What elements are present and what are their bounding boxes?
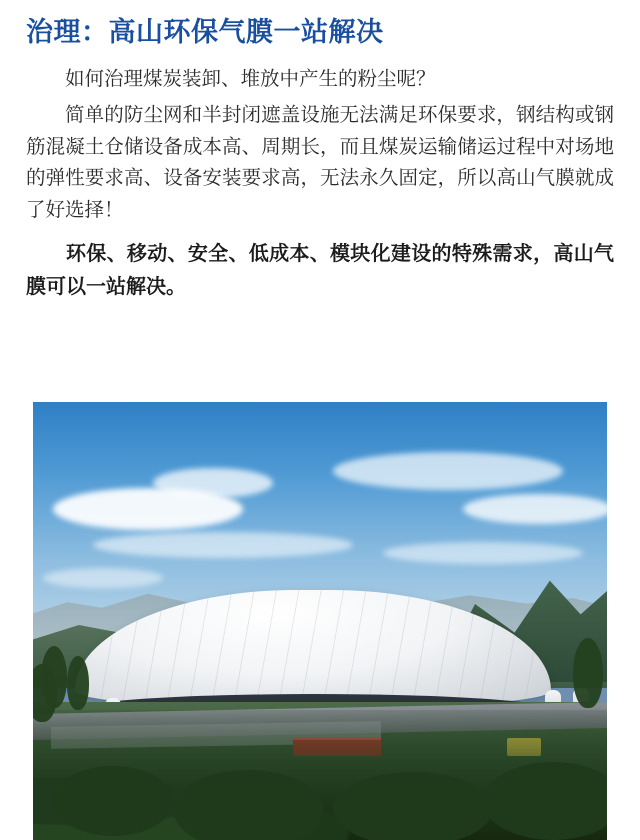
cloud-shape bbox=[463, 494, 607, 524]
air-dome-building-photo bbox=[33, 402, 607, 840]
article-body bbox=[0, 0, 640, 303]
cloud-shape bbox=[383, 542, 583, 564]
cloud-shape bbox=[93, 532, 353, 558]
conifer-tree bbox=[573, 638, 603, 708]
foreground-bush bbox=[333, 772, 493, 840]
photo-canvas bbox=[33, 402, 607, 840]
foreground-bush bbox=[173, 770, 323, 840]
cloud-shape bbox=[153, 468, 273, 498]
cloud-shape bbox=[333, 452, 563, 490]
cloud-shape bbox=[43, 568, 163, 588]
paragraph-explanation: 简单的防尘网和半封闭遮盖设施无法满足环保要求，钢结构或钢筋混凝土仓储设备成本高、周期长，而且煤炭运输储运过程中对场地的弹性要求高、设备安装要求高，无法永久固定，所以高山气膜就成了好选择！ bbox=[26, 104, 614, 221]
conifer-tree bbox=[67, 656, 89, 710]
foreground-bush bbox=[53, 766, 173, 836]
paragraph-question: 如何治理煤炭装卸、堆放中产生的粉尘呢？ bbox=[65, 68, 436, 91]
page-title: 治理：高山环保气膜一站解决 bbox=[26, 17, 384, 47]
paragraph-emphasis: 环保、移动、安全、低成本、模块化建设的特殊需求，高山气膜可以一站解决。 bbox=[26, 243, 614, 298]
